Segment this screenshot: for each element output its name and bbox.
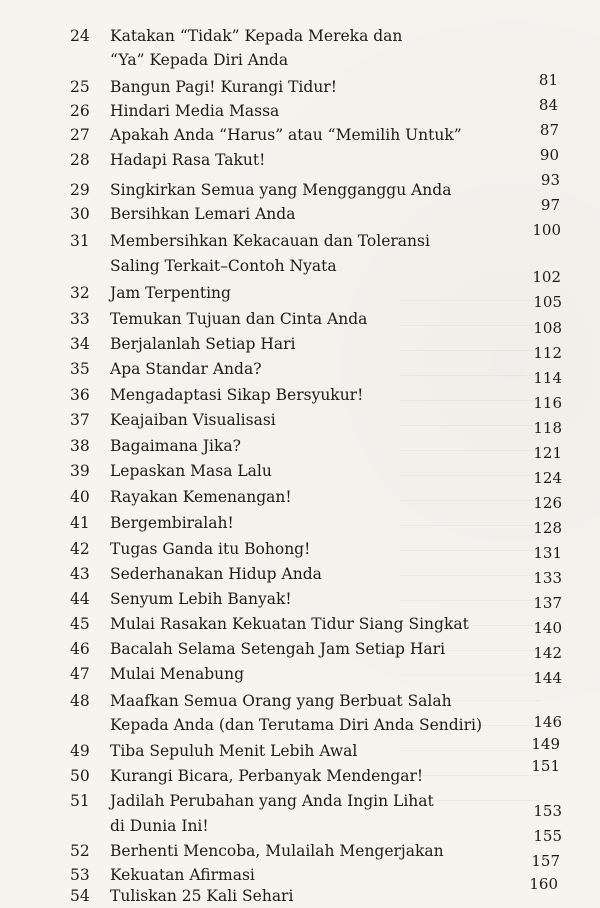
page-number: 102 [532, 268, 561, 286]
entry-number: 24 [70, 27, 90, 45]
entry-number: 25 [70, 78, 90, 96]
entry-number: 47 [70, 665, 90, 683]
entry-number: 30 [70, 205, 90, 223]
entry-title: Apa Standar Anda? [110, 360, 262, 378]
entry-number: 32 [70, 284, 90, 302]
entry-title-continued: di Dunia Ini! [110, 817, 209, 835]
entry-title: Bacalah Selama Setengah Jam Setiap Hari [110, 640, 446, 658]
entry-title: Bergembiralah! [110, 514, 234, 532]
page-number: 81 [538, 71, 558, 89]
page-number: 146 [533, 713, 562, 731]
page-number: 84 [538, 96, 558, 114]
page-number: 100 [532, 221, 561, 239]
entry-title: Mulai Rasakan Kekuatan Tidur Siang Singkat [110, 615, 469, 633]
page-number: 131 [533, 544, 562, 562]
entry-title: Temukan Tujuan dan Cinta Anda [110, 310, 368, 328]
entry-number: 46 [70, 640, 90, 658]
page-number: 97 [540, 196, 560, 214]
page-number: 160 [529, 875, 558, 893]
entry-number: 44 [70, 590, 90, 608]
entry-number: 54 [70, 887, 90, 905]
page-number: 133 [533, 569, 562, 587]
entry-title: Singkirkan Semua yang Mengganggu Anda [110, 181, 452, 199]
entry-number: 39 [70, 462, 90, 480]
entry-title: Keajaiban Visualisasi [110, 411, 276, 429]
page-number: 116 [533, 394, 562, 412]
page-number: 118 [533, 419, 562, 437]
entry-title: Tugas Ganda itu Bohong! [110, 540, 311, 558]
page-number: 149 [531, 735, 560, 753]
entry-title: Tiba Sepuluh Menit Lebih Awal [110, 742, 358, 760]
entry-title: Jadilah Perubahan yang Anda Ingin Lihat [110, 792, 434, 810]
page-number: 121 [533, 444, 562, 462]
entry-number: 34 [70, 335, 90, 353]
entry-number: 29 [70, 181, 90, 199]
page-number: 137 [533, 594, 562, 612]
page-number: 105 [533, 293, 562, 311]
page-number: 90 [539, 146, 559, 164]
entry-number: 37 [70, 411, 90, 429]
entry-title: Kurangi Bicara, Perbanyak Mendengar! [110, 767, 424, 785]
page-number: 155 [533, 827, 562, 845]
entry-number: 51 [70, 792, 90, 810]
entry-title: Sederhanakan Hidup Anda [110, 565, 322, 583]
entry-number: 40 [70, 488, 90, 506]
entry-number: 33 [70, 310, 90, 328]
entry-title: Membersihkan Kekacauan dan Toleransi [110, 232, 430, 250]
entry-title: Mengadaptasi Sikap Bersyukur! [110, 386, 364, 404]
entry-title: Lepaskan Masa Lalu [110, 462, 272, 480]
entry-title: Bersihkan Lemari Anda [110, 205, 296, 223]
page-number: 140 [533, 619, 562, 637]
entry-title-continued: “Ya” Kepada Diri Anda [110, 51, 289, 69]
entry-title: Maafkan Semua Orang yang Berbuat Salah [110, 692, 452, 710]
entry-title-continued: Kepada Anda (dan Terutama Diri Anda Sendiri) [110, 716, 483, 734]
entry-title: Rayakan Kemenangan! [110, 488, 292, 506]
page-number: 142 [533, 644, 562, 662]
entry-number: 41 [70, 514, 90, 532]
entry-number: 50 [70, 767, 90, 785]
entry-title: Kekuatan Afirmasi [110, 866, 255, 884]
entry-number: 45 [70, 615, 90, 633]
entry-number: 38 [70, 437, 90, 455]
entry-number: 48 [70, 692, 90, 710]
entry-title: Bagaimana Jika? [110, 437, 241, 455]
entry-title: Jam Terpenting [110, 284, 231, 302]
entry-number: 36 [70, 386, 90, 404]
entry-number: 27 [70, 126, 90, 144]
page-number: 144 [533, 669, 562, 687]
entry-title: Berjalanlah Setiap Hari [110, 335, 296, 353]
entry-number: 26 [70, 102, 90, 120]
page-number: 157 [531, 852, 560, 870]
entry-title: Hadapi Rasa Takut! [110, 151, 266, 169]
entry-title-continued: Saling Terkait–Contoh Nyata [110, 257, 337, 275]
entry-number: 52 [70, 842, 90, 860]
entry-number: 42 [70, 540, 90, 558]
page-number: 114 [533, 369, 562, 387]
entry-title: Katakan “Tidak” Kepada Mereka dan [110, 27, 403, 45]
page-number: 124 [533, 469, 562, 487]
entry-title: Hindari Media Massa [110, 102, 280, 120]
entry-number: 35 [70, 360, 90, 378]
page-number: 93 [540, 171, 560, 189]
page-number: 151 [531, 757, 560, 775]
page-number: 112 [533, 344, 562, 362]
entry-title: Apakah Anda “Harus” atau “Memilih Untuk” [110, 126, 462, 144]
entry-number: 43 [70, 565, 90, 583]
entry-title: Bangun Pagi! Kurangi Tidur! [110, 78, 337, 96]
entry-title: Mulai Menabung [110, 665, 245, 683]
page-number: 126 [533, 494, 562, 512]
page-number: 153 [533, 802, 562, 820]
entry-title: Tuliskan 25 Kali Sehari [110, 887, 294, 905]
entry-number: 53 [70, 866, 90, 884]
entry-number: 31 [70, 232, 90, 250]
entry-title: Berhenti Mencoba, Mulailah Mengerjakan [110, 842, 444, 860]
page-number: 128 [533, 519, 562, 537]
page-number: 108 [533, 319, 562, 337]
page-number: 87 [539, 121, 559, 139]
entry-number: 49 [70, 742, 90, 760]
entry-title: Senyum Lebih Banyak! [110, 590, 292, 608]
entry-number: 28 [70, 151, 90, 169]
